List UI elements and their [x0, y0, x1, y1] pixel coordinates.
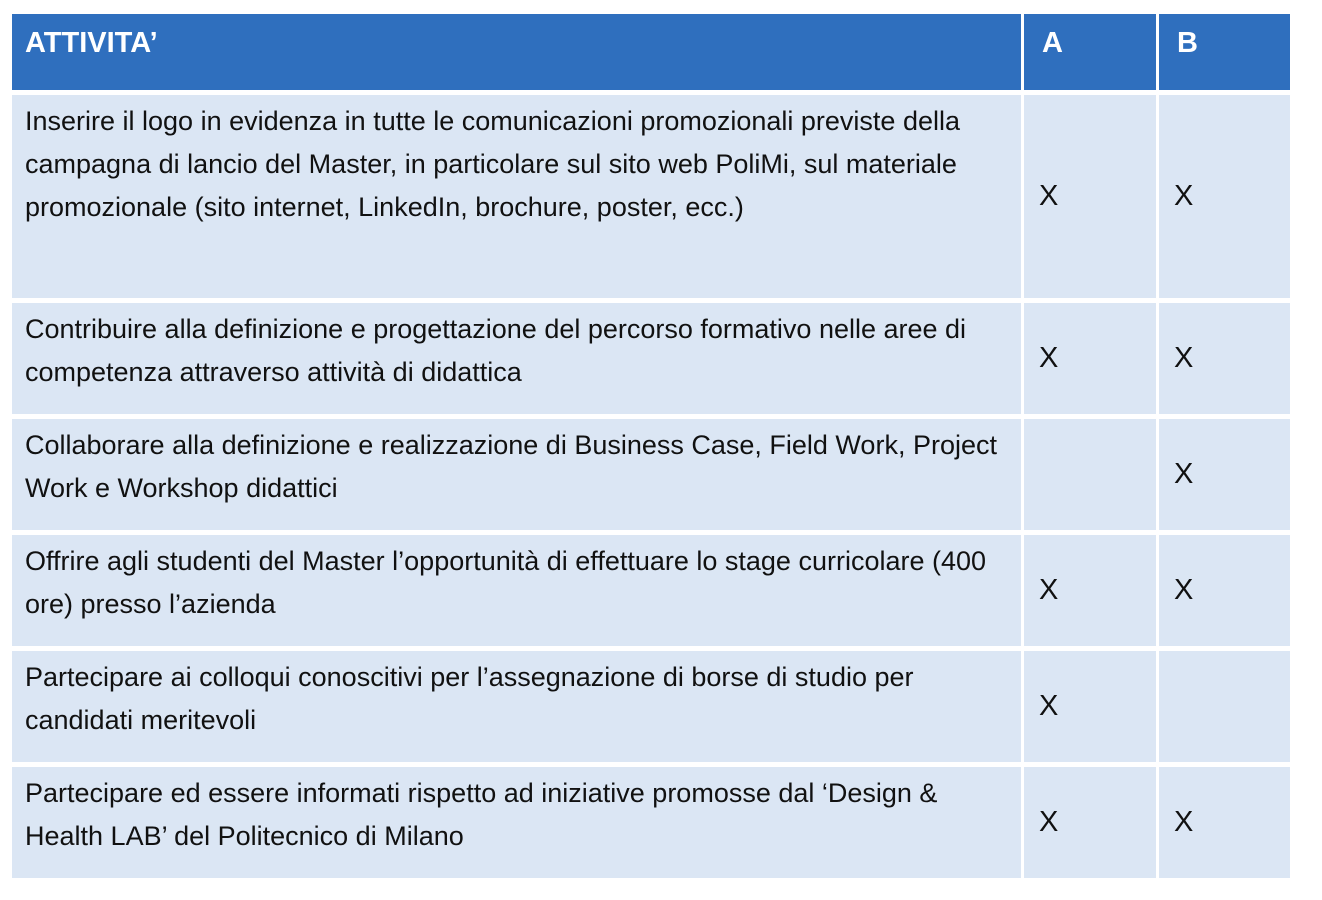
header-activity: ATTIVITA’	[12, 14, 1021, 90]
header-b: B	[1159, 14, 1290, 90]
row-6-activity: Partecipare ed essere informati rispetto ad iniziative promosse dal ‘Design & Health LAB’ del Politecnico di Milano	[12, 767, 1021, 878]
row-5-activity: Partecipare ai colloqui conoscitivi per l’assegnazione di borse di studio per candidati meritevoli	[12, 651, 1021, 762]
row-2-a: X	[1024, 303, 1156, 414]
row-3-activity: Collaborare alla definizione e realizzazione di Business Case, Field Work, Project Work e Workshop didattici	[12, 419, 1021, 530]
row-2-activity: Contribuire alla definizione e progettazione del percorso formativo nelle aree di competenza attraverso attività di didattica	[12, 303, 1021, 414]
row-5-b	[1159, 651, 1290, 762]
row-6-a: X	[1024, 767, 1156, 878]
row-4-b: X	[1159, 535, 1290, 646]
activities-table	[12, 14, 1290, 878]
row-2-b: X	[1159, 303, 1290, 414]
row-6-b: X	[1159, 767, 1290, 878]
header-a: A	[1024, 14, 1156, 90]
row-5-a: X	[1024, 651, 1156, 762]
row-1-b: X	[1159, 95, 1290, 298]
row-1-a: X	[1024, 95, 1156, 298]
row-1-activity: Inserire il logo in evidenza in tutte le comunicazioni promozionali previste della campagna di lancio del Master, in particolare sul sito web PoliMi, sul materiale promozionale (sito internet, LinkedIn, brochure, poster, ecc.)	[12, 95, 1021, 298]
row-3-a	[1024, 419, 1156, 530]
row-4-activity: Offrire agli studenti del Master l’opportunità di effettuare lo stage curricolare (400 ore) presso l’azienda	[12, 535, 1021, 646]
row-4-a: X	[1024, 535, 1156, 646]
row-3-b: X	[1159, 419, 1290, 530]
